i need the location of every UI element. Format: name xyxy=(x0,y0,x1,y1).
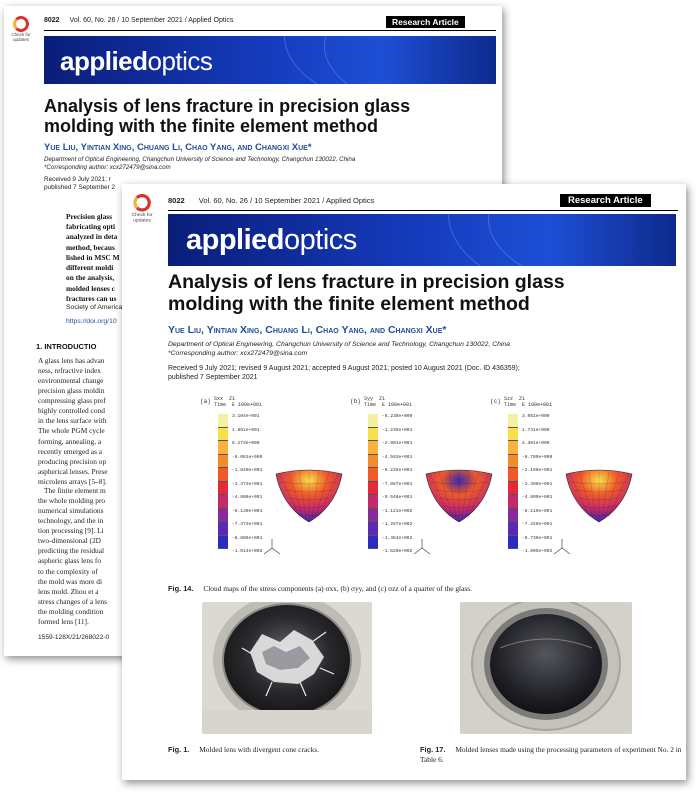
citation-line: Vol. 60, No. 26 / 10 September 2021 / Applied Optics xyxy=(69,17,234,24)
colorbar-tick-label: -1.454e+002 xyxy=(382,535,413,541)
colorbar-tick-label: 3.051e+000 xyxy=(522,414,550,419)
panel-label: (a) xyxy=(200,398,211,405)
figure-14-panel xyxy=(350,396,490,576)
abstract-fragment: Precision glass fabricating opti analyzed in deta method, becaus lished in MSC M different moldi on the analysis, molded lenses c fractures can us xyxy=(66,212,120,303)
figure-14-panel xyxy=(490,396,630,576)
colorbar-tick-label: -1.236e+001 xyxy=(382,427,413,433)
figure-14-panel xyxy=(200,396,340,576)
issn-fragment: 1559-128X/21/268022-0 xyxy=(38,634,110,641)
colorbar-tick-label: 1.861e+001 xyxy=(232,427,260,433)
colorbar-values xyxy=(232,410,262,559)
colorbar-tick-label: -6.139e+001 xyxy=(232,508,263,514)
header-rule xyxy=(168,210,678,211)
figure-1-caption: Fig. 1. Molded lens with divergent cone cracks. xyxy=(168,745,319,754)
crossmark-icon[interactable]: Check for updates xyxy=(130,194,154,227)
colorbar-tick-label: 4.301e+000 xyxy=(522,441,550,446)
axis-triad-icon xyxy=(552,538,572,558)
figure-17-photo xyxy=(460,602,632,734)
history-fragment: Received 9 July 2021; r published 7 September 2 xyxy=(44,176,116,192)
society-fragment: Society of America xyxy=(66,304,123,311)
journal-logo: appliedoptics xyxy=(186,224,357,256)
article-type-badge: Research Article xyxy=(560,194,651,207)
journal-logo: appliedoptics xyxy=(60,46,213,76)
figure-14 xyxy=(200,396,620,581)
colorbar-tick-label: -8.739e+001 xyxy=(522,535,553,541)
colorbar-tick-label: -3.499e+001 xyxy=(522,481,553,487)
colorbar-tick-label: -3.473e+001 xyxy=(232,481,263,487)
colorbar-tick-label: -6.225e+001 xyxy=(382,468,413,473)
colorbar-tick-label: 6.273e+000 xyxy=(232,441,260,446)
colorbar-tick-label: -7.473e+001 xyxy=(232,522,263,527)
colorbar xyxy=(218,414,228,549)
colorbar-tick-label: 1.741e+000 xyxy=(522,427,550,433)
colorbar-tick-label: -1.121e+002 xyxy=(382,508,413,514)
author-list: Yue Liu, Yintian Xing, Chuang Li, Chao Yang, and Changxi Xue* xyxy=(44,142,312,153)
colorbar-tick-label: -6.119e+001 xyxy=(522,508,553,514)
colorbar-values xyxy=(522,410,552,559)
colorbar-tick-label: -8.789e+000 xyxy=(522,454,553,460)
figure-1-photo xyxy=(202,602,372,734)
colorbar-tick-label: -4.809e+001 xyxy=(522,495,553,500)
article-title: Analysis of lens fracture in precision glass molding with the finite element method xyxy=(44,96,411,137)
citation-line: Vol. 60, No. 26 / 10 September 2021 / Applied Optics xyxy=(198,196,375,205)
colorbar-tick-label: -1.014e+002 xyxy=(232,549,263,554)
colorbar-tick-label: -2.199e+001 xyxy=(522,468,553,473)
colorbar-header: Sxx Z1 Time E 100e+001 xyxy=(214,396,263,408)
axis-triad-icon xyxy=(412,538,432,558)
axis-triad-icon xyxy=(262,538,282,558)
colorbar-header: Syy Z1 Time E 100e+001 xyxy=(364,396,413,408)
colorbar-header: Szz Z1 Time E 100e+001 xyxy=(504,396,553,408)
journal-banner xyxy=(44,36,496,84)
page-header xyxy=(168,196,374,205)
panel-label: (b) xyxy=(350,398,361,405)
colorbar-tick-label: -7.887e+001 xyxy=(382,481,413,487)
colorbar-tick-label: -4.806e+001 xyxy=(232,495,263,500)
colorbar-tick-label: -9.548e+001 xyxy=(382,495,413,500)
affiliation: Department of Optical Engineering, Changchun University of Science and Technology, Changchun 130022, China *Corresponding author: xcx272479@sina.com xyxy=(44,156,356,172)
colorbar-values xyxy=(382,410,412,559)
front-page xyxy=(122,184,686,780)
figure-14-caption: Fig. 14. Cloud maps of the stress components (a) σxx, (b) σyy, and (c) σzz of a quarter of the glass. xyxy=(168,584,472,593)
affiliation: Department of Optical Engineering, Changchun University of Science and Technology, Changchun 130022, China *Corresponding author: xcx272479@sina.com xyxy=(168,341,510,357)
stress-cloud-map xyxy=(564,466,634,526)
colorbar-tick-label: -8.806e+001 xyxy=(232,535,263,541)
colorbar-tick-label: -1.287e+002 xyxy=(382,522,413,527)
colorbar-tick-label: -7.429e+001 xyxy=(522,522,553,527)
colorbar-tick-label: -6.238e+000 xyxy=(382,414,413,419)
colorbar-tick-label: -6.061e+000 xyxy=(232,454,263,460)
page-number: 8022 xyxy=(168,196,185,205)
article-history: Received 9 July 2021; revised 9 August 2021; accepted 9 August 2021; posted 10 August 2021 (Doc. ID 436359); published 7 September 2021 xyxy=(168,365,520,382)
colorbar-tick-label: -1.005e+002 xyxy=(522,549,553,554)
colorbar-tick-label: -1.840e+001 xyxy=(232,468,263,473)
section-heading-intro: 1. INTRODUCTIO xyxy=(36,342,97,351)
header-rule xyxy=(44,30,496,31)
panel-label: (c) xyxy=(490,398,501,405)
article-type-badge: Research Article xyxy=(386,16,465,28)
colorbar-tick-label: -1.620e+002 xyxy=(382,549,413,554)
article-title: Analysis of lens fracture in precision glass molding with the finite element method xyxy=(168,271,565,315)
page-number: 8022 xyxy=(44,17,60,24)
stress-cloud-map xyxy=(274,466,344,526)
intro-paragraph-2: The finite element m the whole molding pro numerical simulations technology, and the in tion processing [9]. Li two-dimensional (2D predicting the residual aspheric glass lens fo to the complexity of the mold was more di lens mold. Zhou et a stress changes of a lens the molding condition formed lens [11]. xyxy=(38,486,107,626)
author-list: Yue Liu, Yintian Xing, Chuang Li, Chao Yang, and Changxi Xue* xyxy=(168,324,447,336)
crossmark-icon[interactable]: Check for updates xyxy=(10,16,32,46)
colorbar xyxy=(368,414,378,549)
journal-banner xyxy=(168,214,676,266)
intro-paragraph-1: A glass lens has advan ness, refractive index environmental change precision glass moldin compressing glass pref highly controlled cond in the lens surface with The whole PGM cycle forming, annealing, a recently emerged as a producing precision op aspherical lenses. Prese microlens arrays [5–8]. xyxy=(38,356,108,486)
colorbar-tick-label: 3.104e+001 xyxy=(232,414,260,419)
colorbar-tick-label: -2.901e+001 xyxy=(382,441,413,446)
doi-link[interactable]: https://doi.org/10 xyxy=(66,318,117,325)
colorbar xyxy=(508,414,518,549)
stress-cloud-map xyxy=(424,466,494,526)
colorbar-tick-label: -4.563e+001 xyxy=(382,454,413,460)
figure-17-caption: Fig. 17. Molded lenses made using the processing parameters of experiment No. 2 in Table 6. xyxy=(420,745,682,764)
page-header xyxy=(44,17,233,24)
